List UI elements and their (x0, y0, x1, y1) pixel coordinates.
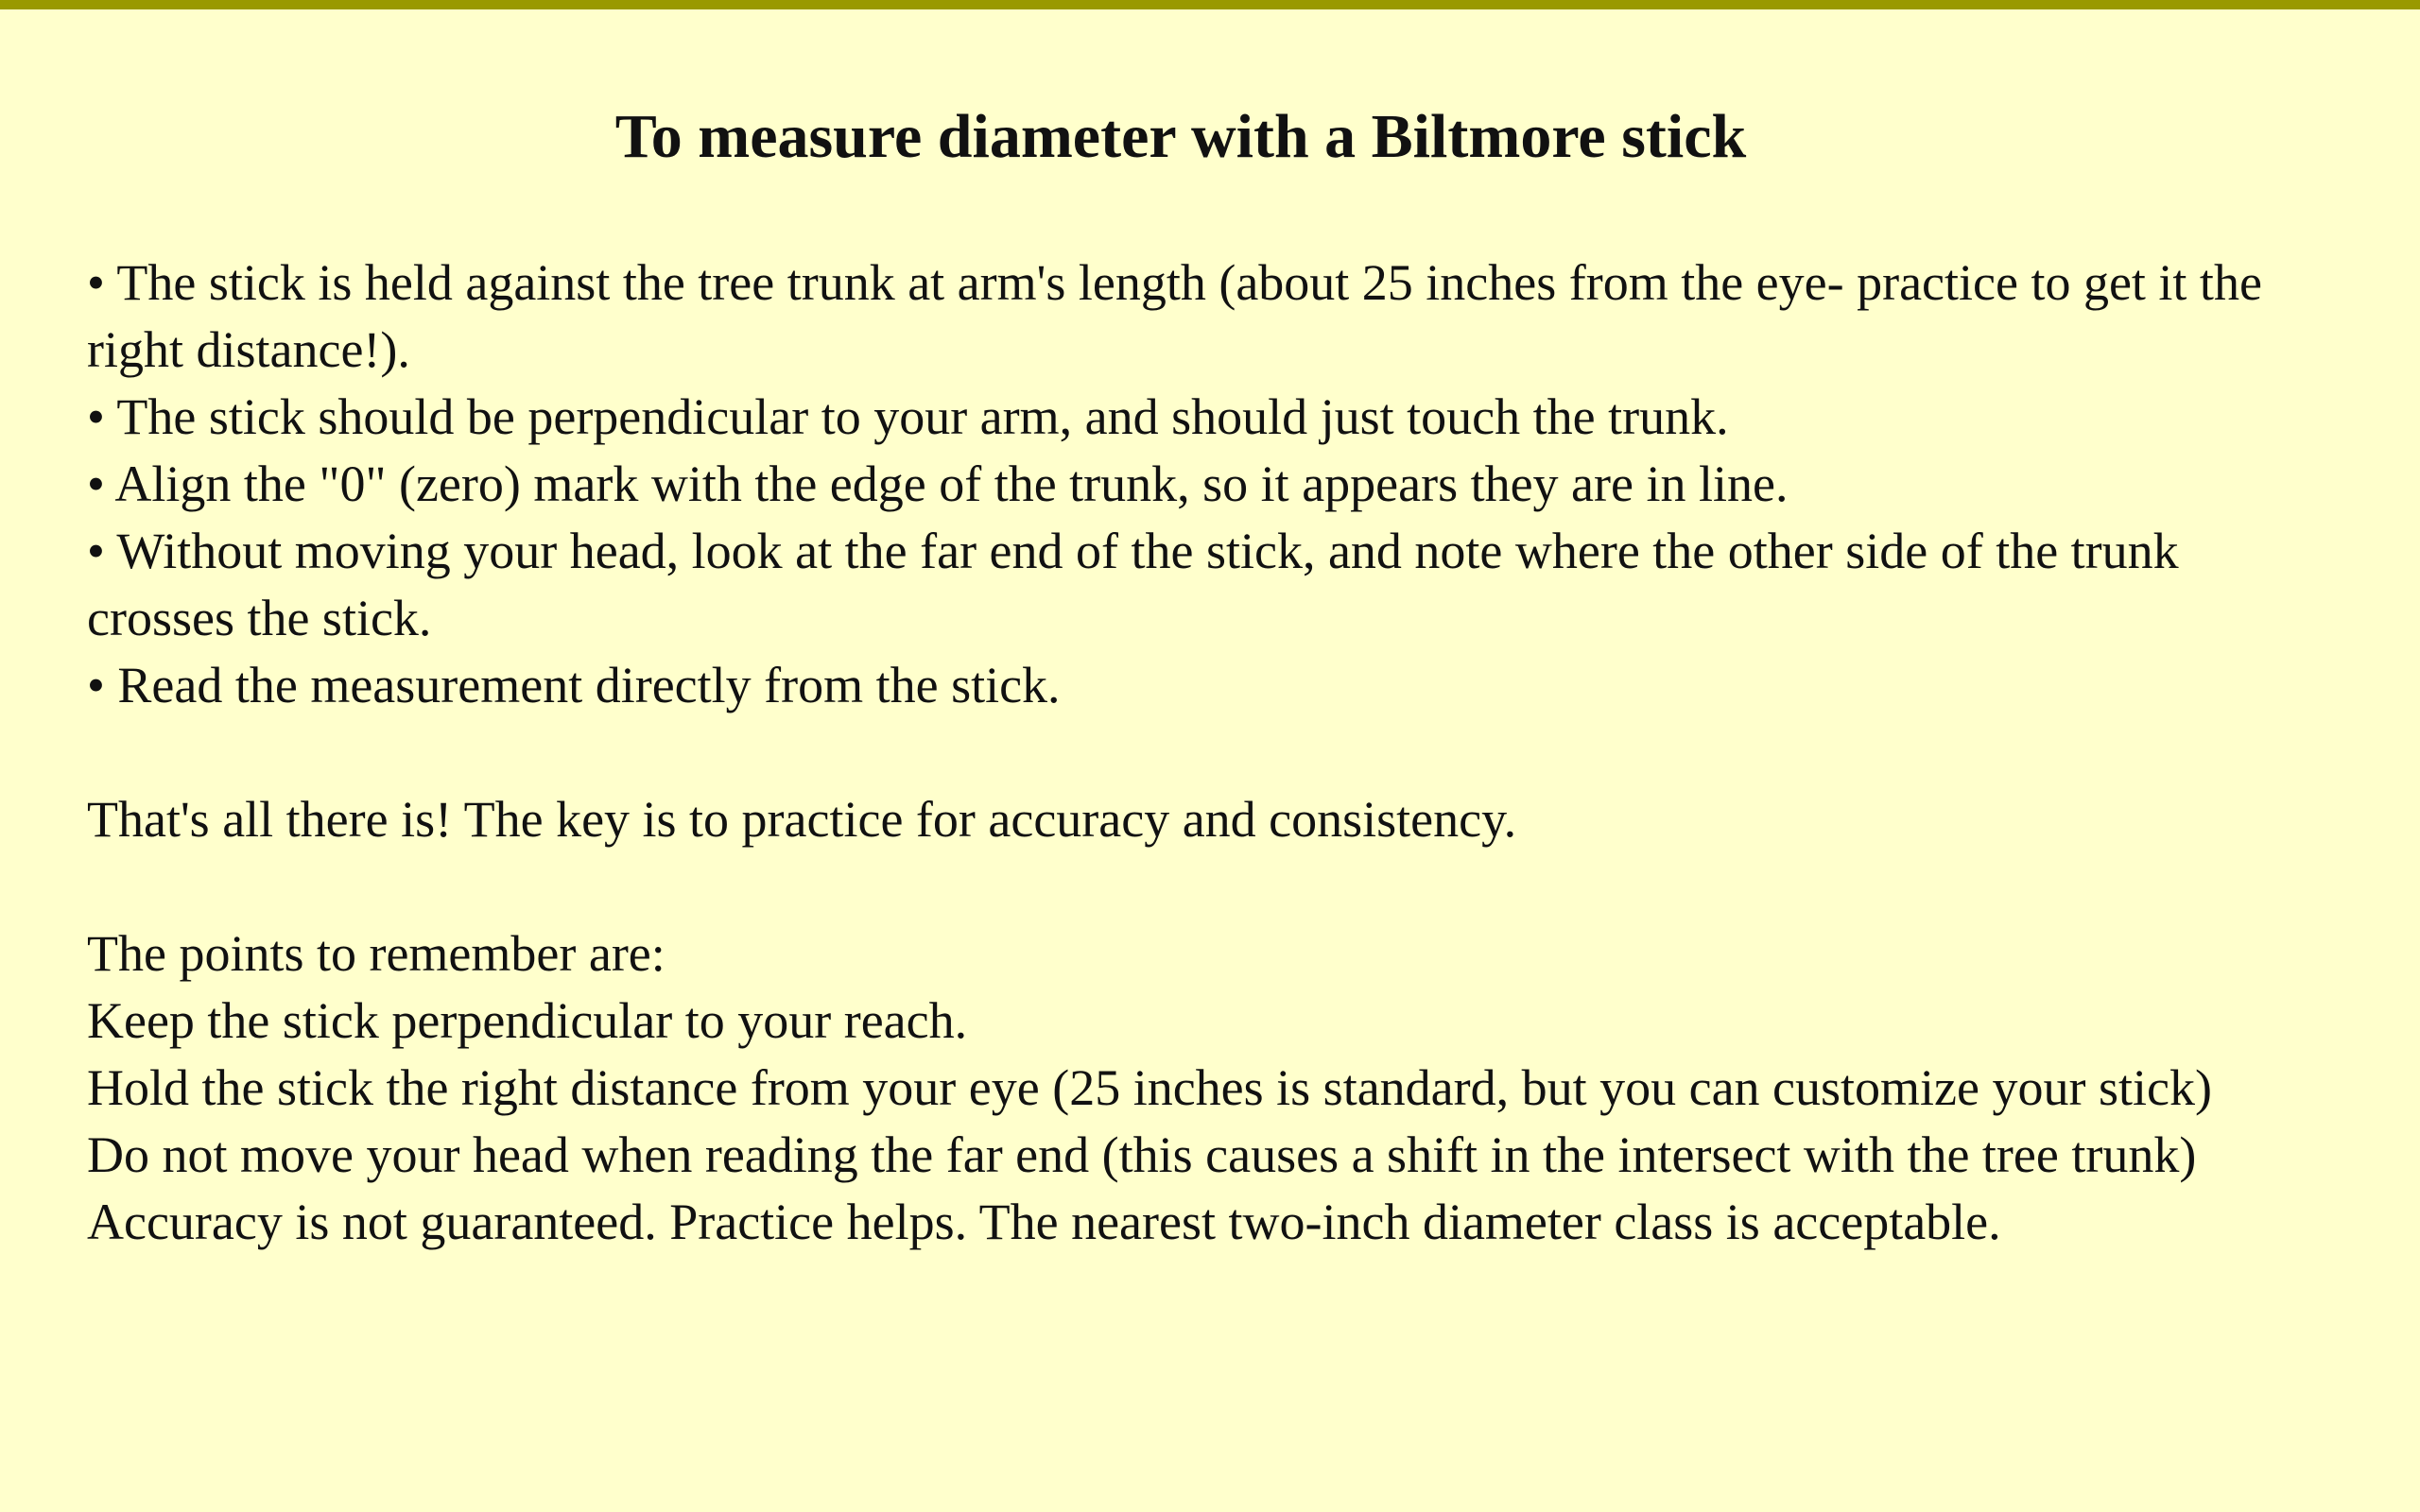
remember-point: Hold the stick the right distance from your eye (25 inches is standard, but you can customize your stick) (87, 1059, 2212, 1116)
summary-text: That's all there is! The key is to practice for accuracy and consistency. (87, 791, 1517, 848)
top-border-bar (0, 0, 2420, 9)
remember-point: Do not move your head when reading the far end (this causes a shift in the intersect with the tree trunk) (87, 1126, 2197, 1183)
paragraph-spacer (87, 719, 2290, 786)
step-item: • Read the measurement directly from the stick. (87, 657, 1061, 713)
remember-heading: The points to remember are: (87, 925, 666, 982)
remember-point: Keep the stick perpendicular to your reach. (87, 992, 968, 1049)
step-item: • The stick is held against the tree trunk at arm's length (about 25 inches from the eye- practice to get it the right distance!). (87, 254, 2262, 378)
page-title: To measure diameter with a Biltmore stick (614, 102, 1747, 171)
step-item: • Align the "0" (zero) mark with the edge of the trunk, so it appears they are in line. (87, 455, 1789, 512)
step-item: • The stick should be perpendicular to your arm, and should just touch the trunk. (87, 388, 1729, 445)
step-item: • Without moving your head, look at the far end of the stick, and note where the other side of the trunk crosses the stick. (87, 523, 2179, 646)
paragraph-spacer (87, 853, 2290, 920)
remember-point: Accuracy is not guaranteed. Practice helps. The nearest two-inch diameter class is acceptable. (87, 1194, 2001, 1250)
instructions-body (87, 249, 2290, 1256)
